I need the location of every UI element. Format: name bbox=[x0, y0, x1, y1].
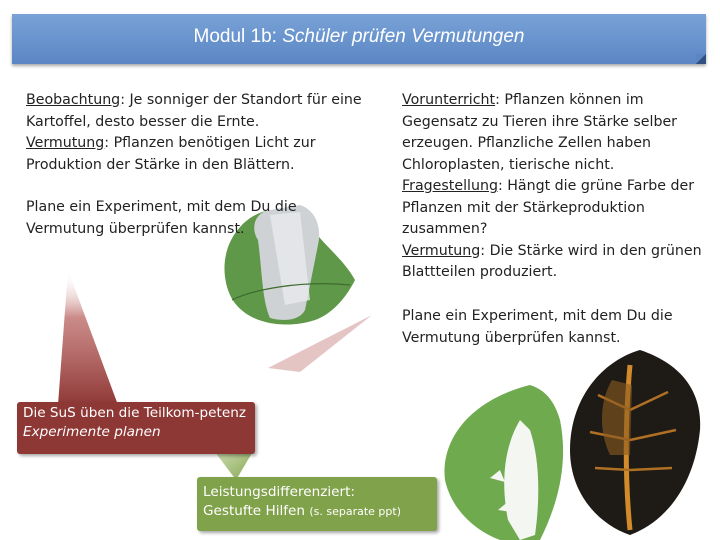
right-hypothesis-label: Vermutung bbox=[402, 242, 481, 259]
hypothesis-paragraph bbox=[26, 133, 366, 176]
left-task: Plane ein Experiment, mit dem Du die Vermutung überprüfen kannst. bbox=[26, 199, 297, 237]
observation-label: Beobachtung bbox=[26, 92, 121, 108]
graded-help-text: Gestufte Hilfen bbox=[203, 503, 310, 519]
title-emphasis: Schüler prüfen Vermutungen bbox=[282, 26, 525, 47]
hypothesis-label: Vermutung bbox=[26, 135, 105, 151]
left-task-text bbox=[26, 197, 326, 240]
observation-text: : Je sonniger der Standort für eine Kartoffel, desto besser die Ernte. bbox=[26, 92, 362, 130]
title-prefix: Modul 1b: bbox=[193, 26, 283, 47]
dark-leaf-image bbox=[570, 350, 700, 535]
observation-paragraph bbox=[26, 90, 366, 133]
competence-text: Die SuS üben die Teilkom-petenz bbox=[23, 405, 246, 421]
right-task: Plane ein Experiment, mit dem Du die Vermutung überprüfen kannst. bbox=[402, 308, 673, 346]
red-callout-pointer bbox=[58, 270, 118, 405]
differentiation-heading: Leistungsdifferenziert: bbox=[203, 484, 356, 500]
question-text: : Hängt die grüne Farbe der Pflanzen mit der Stärkeproduktion zusammen? bbox=[402, 178, 695, 237]
prior-lesson-text: : Pflanzen können im Gegensatz zu Tieren ihre Stärke selber erzeugen. Pflanzliche Zellen haben Chloroplasten, tierische nicht. bbox=[402, 92, 678, 173]
competence-emphasis: Experimente planen bbox=[23, 424, 161, 440]
differentiation-line bbox=[203, 502, 431, 521]
prior-lesson-paragraph bbox=[402, 90, 702, 176]
question-paragraph bbox=[402, 176, 702, 241]
prior-lesson-label: Vorunterricht bbox=[402, 92, 496, 108]
variegated-leaf-image bbox=[444, 385, 563, 540]
competence-callout bbox=[17, 402, 255, 454]
right-task-text bbox=[402, 306, 702, 349]
separate-ppt-note: (s. separate ppt) bbox=[309, 505, 402, 518]
differentiation-callout bbox=[197, 477, 437, 531]
observation-block bbox=[26, 90, 366, 176]
right-hypothesis-text: : Die Stärke wird in den grünen Blattteilen produziert. bbox=[402, 242, 702, 280]
question-label: Fragestellung bbox=[402, 178, 498, 194]
hypothesis-text: : Pflanzen benötigen Licht zur Produktion der Stärke in den Blättern. bbox=[26, 135, 316, 173]
prior-knowledge-block bbox=[402, 90, 702, 284]
right-hypothesis-paragraph bbox=[402, 241, 702, 284]
